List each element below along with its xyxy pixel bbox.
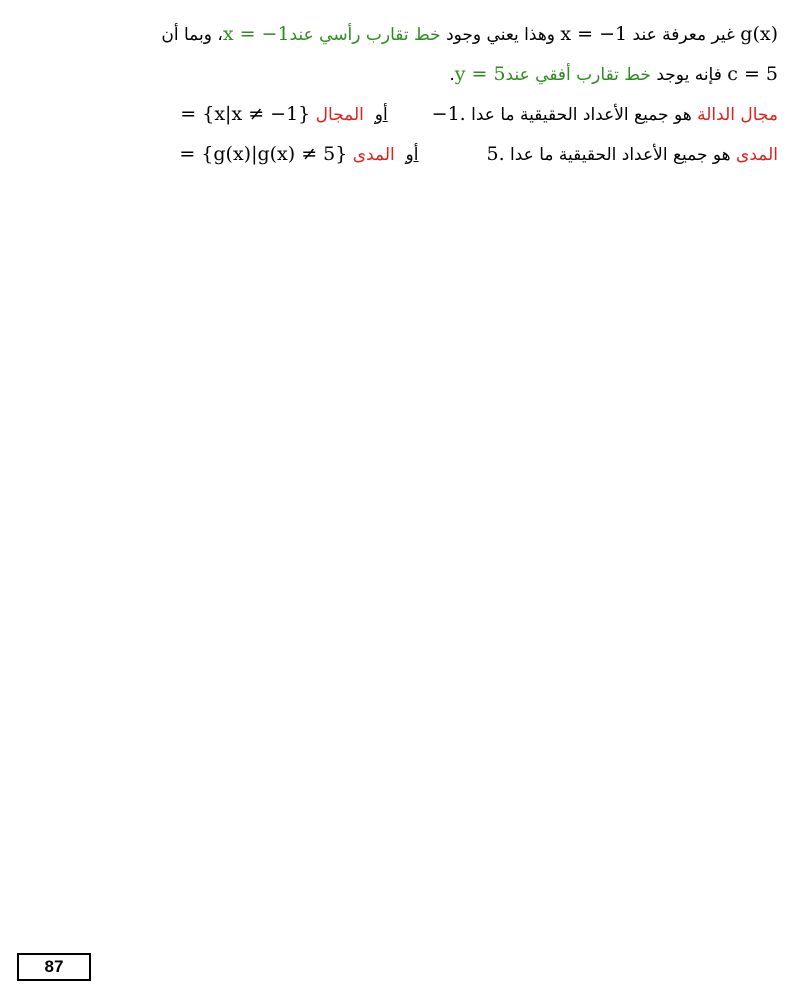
line-horizontal-asymptote xyxy=(30,54,778,94)
highlight-range: المدى xyxy=(352,145,395,165)
line-range xyxy=(30,134,778,174)
math-x-equals-neg1: x = −1 xyxy=(560,23,628,45)
text: ، وبما أن xyxy=(161,25,223,45)
math-c-equals-5: c = 5 xyxy=(727,63,778,85)
text-or: أو xyxy=(374,105,388,125)
line-vertical-asymptote xyxy=(30,14,778,54)
text: هو جميع الأعداد الحقيقية ما عدا xyxy=(504,145,737,165)
text-or: أو xyxy=(405,145,419,165)
math-range-set: = {g(x)|g(x) ≠ 5} xyxy=(179,143,348,165)
math-vertical-asymptote: x = −1 xyxy=(222,23,290,45)
line-domain xyxy=(30,94,778,134)
highlight-horizontal-asymptote: خط تقارب أفقي عند xyxy=(505,65,651,85)
text: وهذا يعني وجود xyxy=(440,25,561,45)
page-number: 87 xyxy=(17,953,91,981)
highlight-vertical-asymptote: خط تقارب رأسي عند xyxy=(289,25,441,45)
math-y-equals-5: y = 5 xyxy=(454,63,506,85)
math-5: 5. xyxy=(486,143,505,165)
math-domain-set: = {x|x ≠ −1} xyxy=(180,103,311,125)
document-body xyxy=(30,14,778,174)
text: فإنه يوجد xyxy=(650,65,728,85)
text: . xyxy=(449,65,455,85)
highlight-domain: المجال xyxy=(315,105,364,125)
math-g-of-x: g(x) xyxy=(740,23,778,45)
highlight-domain-of-function: مجال الدالة xyxy=(697,105,778,125)
highlight-range-label: المدى xyxy=(736,145,778,165)
text: هو جميع الأعداد الحقيقية ما عدا xyxy=(465,105,698,125)
text: غير معرفة عند xyxy=(627,25,741,45)
math-neg1: −1. xyxy=(431,103,466,125)
